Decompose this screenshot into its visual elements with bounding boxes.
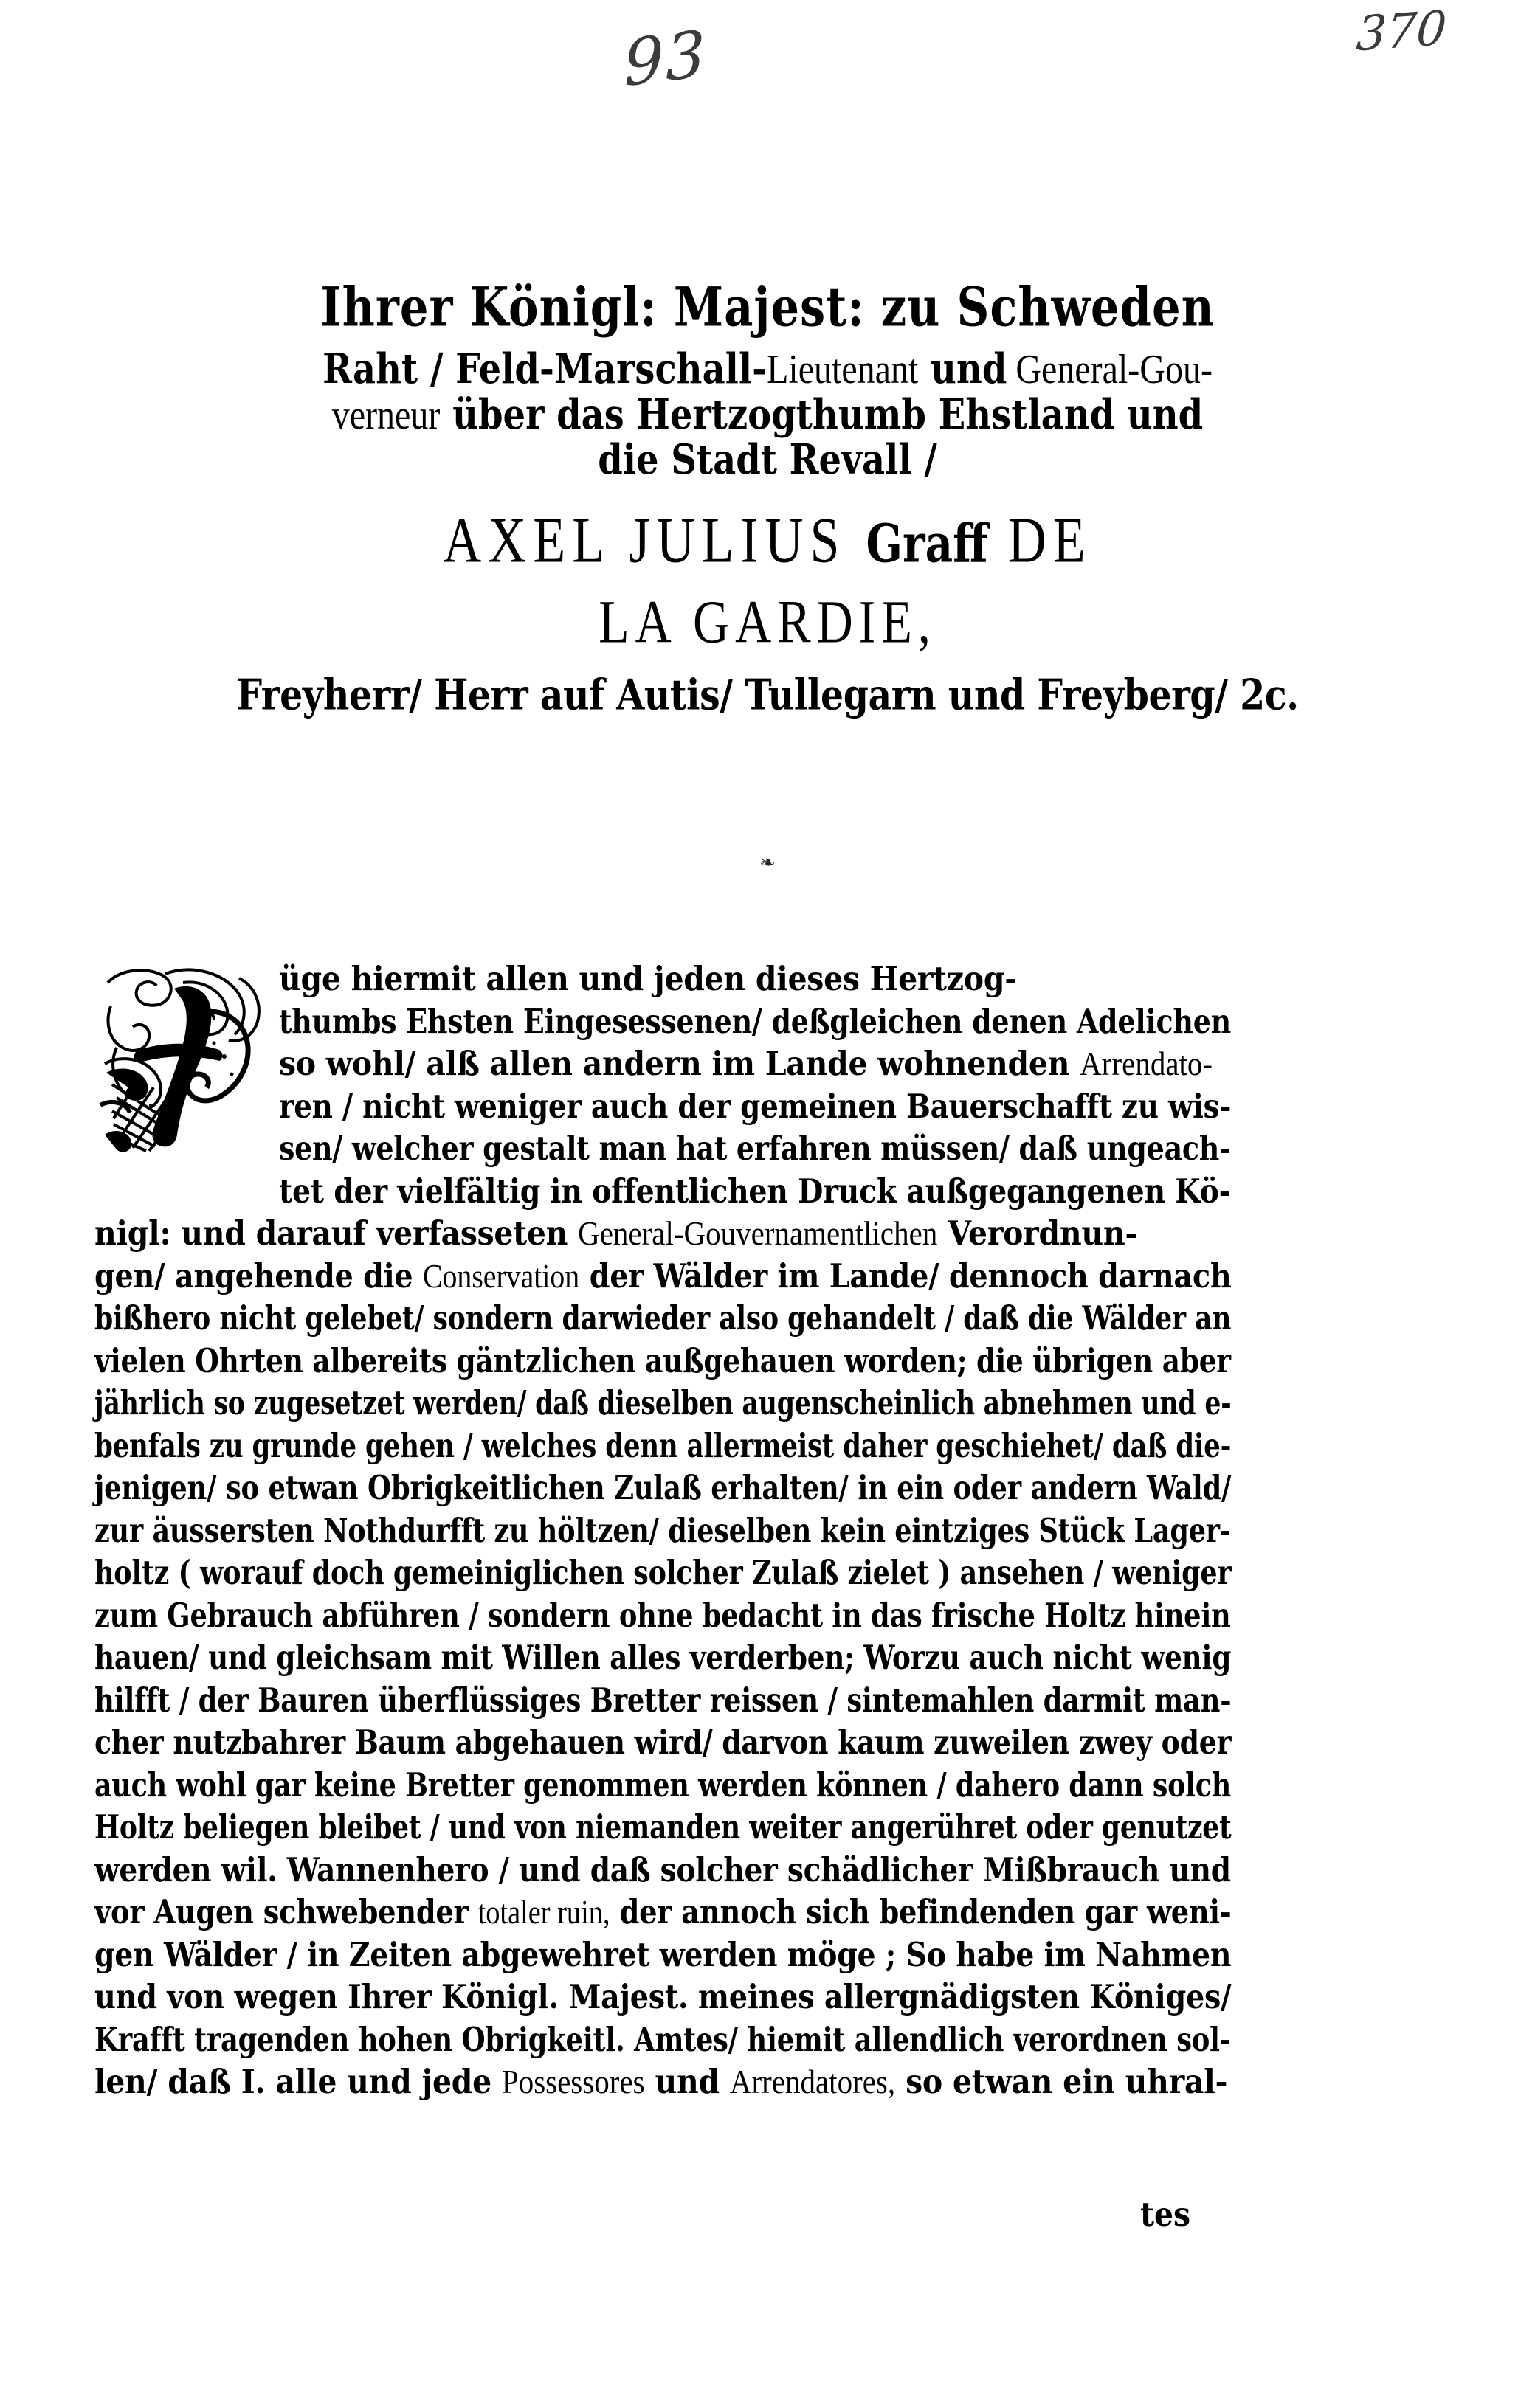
- title-verneur: verneur: [331, 392, 441, 438]
- fraktur-run: jährlich so zugesetzet werden/ daß dieselben augenscheinlich abnehmen und e-: [94, 1383, 1232, 1423]
- fraktur-run: hilfft / der Bauren überflüssiges Bretter reissen / sintemahlen darmit man-: [94, 1680, 1232, 1720]
- title-raht-feldmarschall: Raht / Feld-Marschall-: [322, 345, 768, 393]
- body-line: [94, 1338, 1231, 1385]
- handwritten-folio-number: 370: [1354, 1, 1449, 63]
- body-line: [94, 1508, 1231, 1554]
- body-line: [94, 1211, 1231, 1257]
- fraktur-run: Krafft tragenden hohen Obrigkeitl. Amtes/ hiemit allendlich verordnen sol-: [94, 2019, 1231, 2059]
- latin-word: Conservation: [423, 1257, 580, 1295]
- title-block: [0, 274, 1535, 720]
- title-line-freyherr: Freyherr/ Herr auf Autis/ Tullegarn und Freyberg/ 2c.: [236, 669, 1299, 720]
- latin-word: Arrendatores,: [729, 2063, 896, 2101]
- title-name-space-1: [846, 504, 866, 576]
- body-line: [94, 1295, 1232, 1342]
- fraktur-run: benfals zu grunde gehen / welches denn allermeist daher geschiehet/ daß die-: [94, 1425, 1232, 1465]
- fraktur-run: thumbs Ehsten Eingesessenen/ deßgleichen denen Adelichen: [279, 1001, 1232, 1041]
- body-line: [94, 2017, 1231, 2063]
- body-line: [279, 956, 1231, 1003]
- fleuron-ornament-icon: ❧: [759, 852, 776, 874]
- body-line: [279, 1041, 1231, 1087]
- fraktur-run: bißhero nicht gelebet/ sondern darwieder also gehandelt / daß die Wälder an: [94, 1298, 1232, 1338]
- fraktur-run: tet der vielfältig in offentlichen Druck außgegangenen Kö-: [279, 1171, 1231, 1211]
- latin-word: totaler ruin,: [477, 1893, 610, 1931]
- title-lieutenant: Lieutenant: [767, 347, 919, 392]
- body-line: [279, 1084, 1232, 1130]
- fraktur-run: werden wil. Wannenhero / und daß solcher schädlicher Mißbrauch und: [94, 1850, 1231, 1889]
- fraktur-run: Holtz beliegen bleibet / und von niemanden weiter angerühret oder genutzet: [94, 1807, 1232, 1847]
- fraktur-run: und von wegen Ihrer Königl. Majest. meines allergnädigsten Königes/: [94, 1977, 1232, 2017]
- body-line: [94, 1805, 1232, 1851]
- fraktur-run: jenigen/ so etwan Obrigkeitlichen Zulaß erhalten/ in ein oder andern Wald/: [94, 1468, 1232, 1508]
- title-hertzogthumb-ehstland: über das Hertzogthumb Ehstland und: [452, 390, 1204, 439]
- body-line: [94, 1762, 1232, 1809]
- fraktur-run: cher nutzbahrer Baum abgehauen wird/ darvon kaum zuweilen zwey oder: [94, 1723, 1232, 1762]
- fraktur-run: gen/ angehende die: [94, 1256, 424, 1295]
- fraktur-run: Verordnun-: [937, 1214, 1138, 1253]
- fraktur-run: vor Augen schwebender: [94, 1892, 478, 1932]
- fraktur-run: ren / nicht weniger auch der gemeinen Bauerschafft zu wis-: [279, 1086, 1232, 1126]
- fraktur-run: der annoch sich befindenden gar weni-: [610, 1892, 1232, 1932]
- fraktur-run: zur äussersten Nothdurfft zu höltzen/ dieselben kein eintziges Stück Lager-: [94, 1510, 1231, 1550]
- fraktur-run: len/ daß I. alle und jede: [94, 2062, 502, 2102]
- body-line: [279, 1169, 1231, 1215]
- body-line: [94, 1380, 1232, 1427]
- title-name-line-1: [0, 503, 1535, 578]
- ornamental-initial-F: [94, 961, 269, 1152]
- title-line-offices-2: [0, 391, 1535, 440]
- body-line: [94, 1932, 1232, 1979]
- title-general-gou: [1007, 347, 1015, 392]
- fraktur-run: so etwan ein uhral-: [895, 2062, 1228, 2102]
- handwritten-center-mark: 93: [623, 16, 708, 102]
- body-line: [94, 1253, 1232, 1300]
- title-und-1: [918, 345, 931, 393]
- body-text: [94, 956, 1231, 2102]
- body-line: [279, 1126, 1231, 1172]
- fraktur-run: nigl: und darauf verfasseten: [94, 1214, 579, 1253]
- body-line: [94, 1847, 1231, 1894]
- fraktur-run: so wohl/ alß allen andern im Lande wohnenden: [279, 1044, 1080, 1084]
- body-line: [94, 1635, 1232, 1681]
- body-line: [94, 1974, 1232, 2021]
- body-line: [94, 1593, 1231, 1639]
- fraktur-run: der Wälder im Lande/ dennoch darnach: [579, 1256, 1232, 1295]
- fraktur-run: zum Gebrauch abführen / sondern ohne bedacht in das frische Holtz hinein: [94, 1595, 1231, 1635]
- body-line: [94, 1423, 1232, 1470]
- title-de: DE: [1007, 504, 1092, 576]
- latin-word: General-Gouvernamentlichen: [578, 1214, 938, 1253]
- latin-word: Possessores: [501, 2063, 645, 2101]
- fraktur-run: sen/ welcher gestalt man hat erfahren müssen/ daß ungeach-: [279, 1129, 1231, 1169]
- title-und-word: und: [931, 345, 1007, 393]
- body-line: [94, 2059, 1231, 2106]
- title-general-gouverneur-part: General-Gou-: [1015, 347, 1213, 392]
- title-axel-julius: AXEL JULIUS: [443, 504, 846, 576]
- body-line: [94, 1720, 1232, 1766]
- fraktur-run: hauen/ und gleichsam mit Willen alles verderben; Worzu auch nicht wenig: [94, 1638, 1232, 1678]
- title-graff: Graff: [866, 513, 988, 575]
- fraktur-run: vielen Ohrten albereits gäntzlichen außgehauen worden; die übrigen aber: [94, 1340, 1231, 1380]
- fraktur-run: gen Wälder / in Zeiten abgewehret werden möge ; So habe im Nahmen: [94, 1934, 1232, 1974]
- title-name-space-2: [988, 504, 1008, 576]
- fraktur-run: üge hiermit allen und jeden dieses Hertzog-: [279, 959, 1017, 999]
- title-hertzogthumb: [440, 391, 452, 439]
- fraktur-run: holtz ( worauf doch gemeiniglichen solcher Zulaß zielet ) ansehen / weniger: [94, 1553, 1232, 1593]
- body-line: [94, 1678, 1232, 1724]
- catchword: tes: [1140, 2195, 1191, 2234]
- title-line-city-revall: die Stadt Revall /: [598, 436, 937, 485]
- body-line: [94, 1465, 1232, 1512]
- fraktur-run: auch wohl gar keine Bretter genommen werden können / dahero dann solch: [94, 1765, 1232, 1805]
- title-line-sovereign: Ihrer Königl: Majest: zu Schweden: [320, 274, 1215, 339]
- body-line: [279, 999, 1232, 1045]
- fraktur-run: und: [644, 2062, 730, 2102]
- latin-word: Arrendato-: [1080, 1045, 1213, 1083]
- body-line: [94, 1550, 1232, 1596]
- title-name-line-2: LA GARDIE,: [599, 587, 936, 656]
- title-line-offices-1: [0, 345, 1535, 395]
- body-line: [94, 1889, 1232, 1936]
